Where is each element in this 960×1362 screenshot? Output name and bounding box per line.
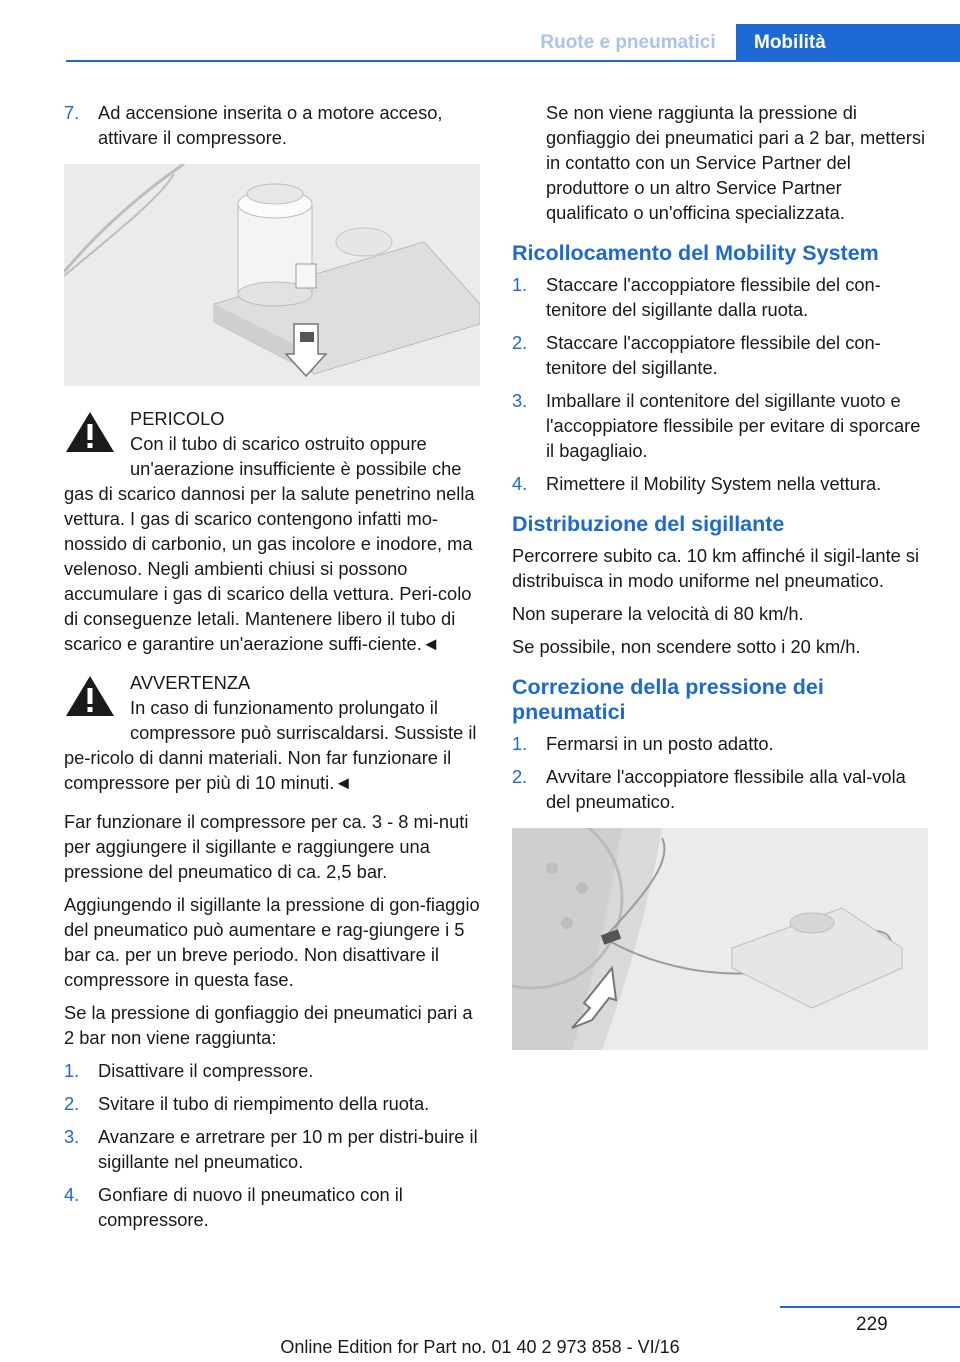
warning-title: PERICOLO — [130, 408, 225, 429]
list-number: 2. — [64, 1093, 80, 1114]
paragraph: Percorrere subito ca. 10 km affinché il sigil-lante si distribuisca in modo uniforme nel pneumatico. — [512, 545, 920, 591]
tire-valve-illustration — [512, 828, 928, 1050]
list-text: Staccare l'accoppiatore flessibile del con-tenitore del sigillante. — [546, 332, 881, 378]
list-item — [64, 100, 480, 150]
paragraph: Aggiungendo il sigillante la pressione di gon-fiaggio del pneumatico può aumentare e rag-giungere i 5 bar ca. per un breve periodo. Non disattivare il compressore in questa fase. — [64, 894, 480, 990]
caution-warning — [64, 670, 480, 795]
warning-text: Con il tubo di scarico ostruito oppure un'aerazione insufficiente è possibile che gas di scarico dannosi per la salute penetrino nella vettura. I gas di scarico contengono infatti mo-nossido di carbonio, un gas incolore e inodore, ma velenoso. Negli ambienti chiusi si possono accumulare i gas di scarico della vettura. Peri-colo di conseguenze letali. Mantenere libero il tubo di scarico e garantire un'aerazione suffi-ciente.◄ — [64, 433, 475, 654]
danger-warning — [64, 406, 480, 656]
warning-triangle-icon — [64, 670, 116, 722]
paragraph: Se possibile, non scendere sotto i 20 km/h. — [512, 636, 861, 657]
list-text: Svitare il tubo di riempimento della ruota. — [98, 1093, 430, 1114]
header-section-title[interactable]: Ruote e pneumatici — [540, 32, 716, 53]
list-number: 3. — [64, 1126, 80, 1147]
list-item — [512, 388, 928, 463]
section-heading: Correzione della pressione dei pneumatici — [512, 675, 824, 724]
edition-footer: Online Edition for Part no. 01 40 2 973 858 - VI/16 — [280, 1337, 680, 1357]
step-list-top — [64, 100, 480, 150]
list-text: Imballare il contenitore del sigillante vuoto e l'accoppiatore flessibile per evitare di sporcare il bagagliaio. — [546, 390, 921, 461]
list-number: 3. — [512, 390, 528, 411]
list-text: Avvitare l'accoppiatore flessibile alla val-vola del pneumatico. — [546, 766, 906, 812]
list-text: Rimettere il Mobility System nella vettura. — [546, 473, 882, 494]
list-number: 2. — [512, 766, 528, 787]
step-list — [512, 731, 928, 814]
compressor-illustration — [64, 164, 480, 386]
list-number: 4. — [512, 473, 528, 494]
list-item — [512, 731, 928, 756]
list-item — [64, 1124, 480, 1174]
list-item — [512, 330, 928, 380]
list-number: 1. — [512, 274, 528, 295]
list-item — [512, 764, 928, 814]
page-number: 229 — [856, 1314, 888, 1335]
list-number: 4. — [64, 1184, 80, 1205]
list-text: Avanzare e arretrare per 10 m per distri-buire il sigillante nel pneumatico. — [98, 1126, 478, 1172]
list-text: Fermarsi in un posto adatto. — [546, 733, 774, 754]
list-item — [64, 1182, 480, 1232]
list-number: 1. — [64, 1060, 80, 1081]
paragraph: Non superare la velocità di 80 km/h. — [512, 603, 804, 624]
list-number: 2. — [512, 332, 528, 353]
list-number: 1. — [512, 733, 528, 754]
right-column — [512, 100, 928, 1070]
list-number: 7. — [64, 102, 80, 123]
warning-triangle-icon — [64, 406, 116, 458]
list-item — [512, 272, 928, 322]
step-list — [64, 1058, 480, 1232]
section-heading: Ricollocamento del Mobility System — [512, 241, 879, 265]
warning-title: AVVERTENZA — [130, 672, 251, 693]
section-heading: Distribuzione del sigillante — [512, 512, 785, 536]
list-item — [64, 1091, 480, 1116]
list-item — [64, 1058, 480, 1083]
left-column — [64, 100, 480, 1240]
header-chapter-title[interactable]: Mobilità — [736, 24, 960, 62]
list-text: Staccare l'accoppiatore flessibile del con-tenitore del sigillante dalla ruota. — [546, 274, 881, 320]
list-text: Gonfiare di nuovo il pneumatico con il compressore. — [98, 1184, 403, 1230]
paragraph: Far funzionare il compressore per ca. 3 - 8 mi-nuti per aggiungere il sigillante e raggiungere una pressione del pneumatico di ca. 2,5 bar. — [64, 811, 469, 882]
warning-text: In caso di funzionamento prolungato il compressore può surriscaldarsi. Sussiste il pe-ricolo di danni materiali. Non far funzionare il compressore per più di 10 minuti.◄ — [64, 697, 477, 793]
list-item — [512, 471, 928, 496]
list-text: Ad accensione inserita o a motore acceso, attivare il compressore. — [98, 102, 443, 148]
step-list — [512, 272, 928, 496]
list-text: Disattivare il compressore. — [98, 1060, 314, 1081]
paragraph: Se la pressione di gonfiaggio dei pneumatici pari a 2 bar non viene raggiunta: — [64, 1002, 473, 1048]
paragraph: Se non viene raggiunta la pressione di gonfiaggio dei pneumatici pari a 2 bar, mettersi in contatto con un Service Partner del produttore o un altro Service Partner qualificato o un'officina specializzata. — [546, 102, 926, 223]
footer-rule — [780, 1306, 960, 1308]
